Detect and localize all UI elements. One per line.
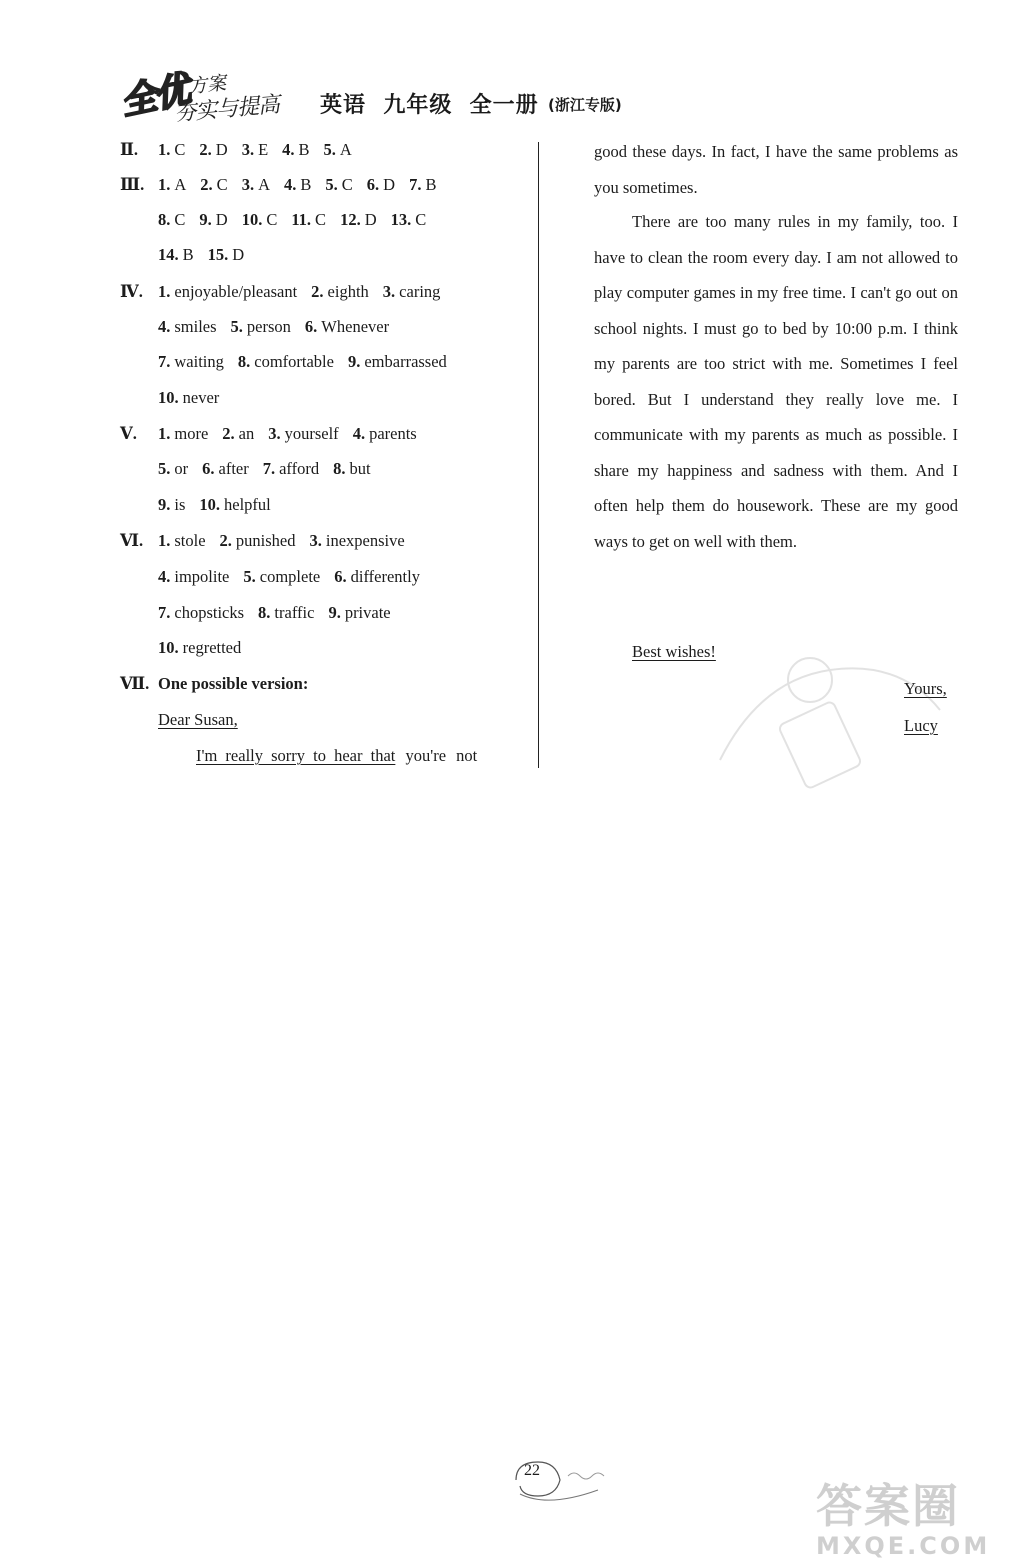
answer-item bbox=[334, 567, 420, 587]
answer-item bbox=[208, 245, 245, 265]
answer-text: D bbox=[232, 245, 245, 264]
answer-text: D bbox=[364, 210, 377, 229]
question-number: 7. bbox=[262, 459, 276, 478]
question-number: 8. bbox=[158, 210, 171, 229]
answer-text: E bbox=[258, 140, 269, 159]
answer-text: D bbox=[383, 175, 396, 194]
section-label: Ⅲ. bbox=[120, 175, 145, 194]
answer-text: C bbox=[216, 175, 228, 194]
answer-text: inexpensive bbox=[325, 531, 405, 550]
page-number: 22 bbox=[524, 1462, 540, 1479]
watermark-url: MXQE.COM bbox=[816, 1532, 991, 1560]
answer-item bbox=[284, 175, 311, 195]
question-number: 6. bbox=[334, 567, 347, 586]
answer-row bbox=[120, 424, 431, 444]
question-number: 8. bbox=[258, 603, 271, 622]
question-number: 1. bbox=[158, 282, 171, 301]
answer-text: C bbox=[174, 210, 186, 229]
question-number: 12. bbox=[340, 210, 361, 229]
answer-item bbox=[268, 424, 338, 444]
answer-text: enjoyable/pleasant bbox=[174, 282, 298, 301]
answer-item bbox=[158, 210, 185, 230]
answer-item bbox=[158, 459, 188, 479]
answer-item bbox=[231, 317, 291, 337]
question-number: 10. bbox=[158, 638, 179, 657]
answer-item bbox=[324, 140, 352, 160]
answer-text: stole bbox=[174, 531, 206, 550]
answer-row bbox=[158, 210, 440, 230]
answer-row bbox=[120, 140, 366, 160]
answer-item bbox=[383, 282, 441, 302]
question-number: 1. bbox=[158, 175, 171, 194]
answer-row bbox=[158, 638, 255, 658]
answer-text: A bbox=[174, 175, 187, 194]
answer-row bbox=[120, 531, 419, 551]
question-number: 2. bbox=[199, 140, 212, 159]
letter-paragraph-2: There are too many rules in my family, too. I have to clean the room every day. I am not allowed to play computer games in my free time. I can't go out on school nights. I must go to bed by 10:00 p.m. I think my parents are too strict with me. Sometimes I feel bored. But I understand they really love me. I communicate with my parents as much as possible. I share my happiness and sadness with them. And I often help them do housework. These are my good ways to get on well with them. bbox=[594, 212, 958, 551]
answer-item bbox=[238, 352, 334, 372]
question-number: 14. bbox=[158, 245, 179, 264]
answer-text: waiting bbox=[174, 352, 224, 371]
letter-intro-rest: you're not bbox=[395, 746, 478, 765]
answer-text: B bbox=[182, 245, 194, 264]
answer-text: regretted bbox=[182, 638, 242, 657]
answer-item bbox=[305, 317, 389, 337]
answer-item bbox=[200, 175, 227, 195]
answer-item bbox=[158, 245, 194, 265]
section-vii-heading-row bbox=[120, 674, 308, 694]
question-number: 9. bbox=[328, 603, 341, 622]
answer-item bbox=[158, 282, 297, 302]
answer-text: is bbox=[174, 495, 186, 514]
answer-item bbox=[310, 531, 405, 551]
question-number: 9. bbox=[158, 495, 171, 514]
question-number: 5. bbox=[158, 459, 171, 478]
answer-text: B bbox=[425, 175, 437, 194]
answer-row bbox=[158, 388, 233, 408]
answer-text: complete bbox=[259, 567, 321, 586]
letter-intro-row bbox=[196, 746, 520, 766]
question-number: 7. bbox=[158, 603, 171, 622]
watermark-logo bbox=[816, 1470, 1006, 1560]
question-number: 13. bbox=[390, 210, 412, 229]
question-number: 11. bbox=[291, 210, 312, 229]
question-number: 4. bbox=[282, 140, 295, 159]
answer-item bbox=[243, 567, 320, 587]
question-number: 10. bbox=[241, 210, 263, 229]
answer-text: comfortable bbox=[254, 352, 334, 371]
letter-closing: Best wishes! bbox=[632, 642, 716, 661]
question-number: 3. bbox=[268, 424, 281, 443]
answer-item bbox=[353, 424, 417, 444]
answer-text: chopsticks bbox=[174, 603, 245, 622]
answer-text: C bbox=[415, 210, 427, 229]
page-number-ornament bbox=[508, 1450, 618, 1510]
answer-text: B bbox=[298, 140, 310, 159]
question-number: 9. bbox=[199, 210, 212, 229]
answer-text: never bbox=[182, 388, 220, 407]
question-number: 15. bbox=[207, 245, 229, 264]
answer-text: Whenever bbox=[321, 317, 390, 336]
page-number-badge bbox=[508, 1450, 618, 1510]
question-number: 5. bbox=[243, 567, 256, 586]
letter-salutation: Dear Susan, bbox=[158, 710, 238, 729]
question-number: 10. bbox=[199, 495, 221, 514]
question-number: 3. bbox=[309, 531, 322, 550]
answer-item bbox=[222, 424, 254, 444]
answer-row bbox=[158, 459, 385, 479]
answer-item bbox=[158, 603, 244, 623]
answer-item bbox=[199, 210, 227, 230]
answer-text: punished bbox=[235, 531, 296, 550]
question-number: 2. bbox=[222, 424, 235, 443]
watermark-text: 答案圈 bbox=[816, 1479, 960, 1533]
answer-item bbox=[291, 210, 326, 230]
answer-text: eighth bbox=[327, 282, 369, 301]
section-label: Ⅵ. bbox=[120, 531, 144, 550]
answer-item bbox=[242, 140, 268, 160]
answer-text: person bbox=[246, 317, 291, 336]
salutation-row bbox=[158, 710, 238, 730]
answer-row bbox=[158, 352, 461, 372]
section-label: Ⅶ. bbox=[120, 674, 150, 693]
question-number: 8. bbox=[333, 459, 346, 478]
answer-text: impolite bbox=[174, 567, 230, 586]
answer-text: private bbox=[344, 603, 391, 622]
answer-item bbox=[158, 140, 185, 160]
letter-paragraph-1: good these days. In fact, I have the same problems as you sometimes. bbox=[594, 142, 958, 197]
answer-item bbox=[202, 459, 249, 479]
answer-text: traffic bbox=[274, 603, 315, 622]
answer-item bbox=[367, 175, 395, 195]
answer-text: parents bbox=[369, 424, 417, 443]
answer-item bbox=[158, 388, 219, 408]
answer-item bbox=[325, 175, 352, 195]
question-number: 6. bbox=[202, 459, 215, 478]
question-number: 2. bbox=[219, 531, 232, 550]
section-label: Ⅱ. bbox=[120, 140, 139, 159]
faint-stamp-graphic bbox=[700, 640, 960, 800]
answer-text: C bbox=[174, 140, 186, 159]
question-number: 6. bbox=[304, 317, 318, 336]
answer-item bbox=[158, 531, 206, 551]
answer-text: A bbox=[258, 175, 270, 194]
question-number: 2. bbox=[200, 175, 213, 194]
book-edition: (浙江专版) bbox=[548, 96, 622, 114]
answer-item bbox=[391, 210, 427, 230]
question-number: 1. bbox=[158, 140, 171, 159]
answer-text: more bbox=[174, 424, 209, 443]
question-number: 1. bbox=[158, 424, 171, 443]
answer-item bbox=[220, 531, 296, 551]
answer-text: A bbox=[339, 140, 352, 159]
answer-row bbox=[158, 245, 258, 265]
answer-row bbox=[158, 495, 285, 515]
question-number: 6. bbox=[366, 175, 380, 194]
question-number: 4. bbox=[158, 317, 171, 336]
answer-item bbox=[340, 210, 377, 230]
question-number: 10. bbox=[158, 388, 179, 407]
question-number: 4. bbox=[352, 424, 366, 443]
question-number: 5. bbox=[325, 175, 338, 194]
question-number: 5. bbox=[323, 140, 336, 159]
answer-text: caring bbox=[399, 282, 441, 301]
section-label: Ⅳ. bbox=[120, 282, 143, 301]
answer-text: helpful bbox=[224, 495, 271, 514]
answer-item bbox=[158, 567, 229, 587]
answer-item bbox=[158, 352, 224, 372]
question-number: 3. bbox=[241, 140, 255, 159]
answer-item bbox=[242, 210, 278, 230]
answer-text: embarrassed bbox=[364, 352, 447, 371]
question-number: 7. bbox=[158, 352, 171, 371]
answer-item bbox=[158, 175, 186, 195]
question-number: 2. bbox=[311, 282, 324, 301]
letter-signature: Lucy bbox=[904, 716, 938, 735]
answer-item bbox=[258, 603, 314, 623]
answer-row bbox=[158, 567, 434, 587]
answer-text: C bbox=[266, 210, 278, 229]
answer-item bbox=[348, 352, 447, 372]
answer-text: C bbox=[341, 175, 353, 194]
question-number: 3. bbox=[382, 282, 396, 301]
question-number: 9. bbox=[347, 352, 361, 371]
logo-text-top: 方案 bbox=[187, 72, 228, 98]
answer-text: but bbox=[349, 459, 371, 478]
version-heading: One possible version: bbox=[158, 674, 309, 693]
logo-text-bottom: 夯实与提高 bbox=[173, 92, 281, 127]
question-number: 1. bbox=[158, 531, 171, 550]
answer-text: C bbox=[315, 210, 327, 229]
answer-item bbox=[328, 603, 390, 623]
answer-text: afford bbox=[279, 459, 320, 478]
answer-text: an bbox=[238, 424, 255, 443]
answer-item bbox=[242, 175, 270, 195]
answer-item bbox=[263, 459, 319, 479]
answer-row bbox=[120, 282, 454, 302]
answer-item bbox=[282, 140, 309, 160]
answer-item bbox=[199, 140, 227, 160]
answer-text: yourself bbox=[284, 424, 339, 443]
answer-item bbox=[311, 282, 369, 302]
answer-row bbox=[120, 175, 450, 195]
answer-item bbox=[409, 175, 436, 195]
column-divider bbox=[538, 142, 539, 768]
answer-text: D bbox=[215, 140, 228, 159]
answer-item bbox=[158, 317, 217, 337]
question-number: 4. bbox=[283, 175, 297, 194]
answer-row bbox=[158, 603, 405, 623]
question-number: 5. bbox=[230, 317, 243, 336]
question-number: 4. bbox=[158, 567, 171, 586]
letter-intro-underlined: I'm really sorry to hear that bbox=[196, 746, 396, 765]
answer-text: after bbox=[218, 459, 249, 478]
answer-item bbox=[158, 424, 208, 444]
answer-item bbox=[333, 459, 370, 479]
question-number: 7. bbox=[409, 175, 422, 194]
answer-item bbox=[158, 638, 241, 658]
answer-item bbox=[158, 495, 185, 515]
question-number: 8. bbox=[237, 352, 251, 371]
question-number: 3. bbox=[241, 175, 255, 194]
answer-row bbox=[158, 317, 403, 337]
answer-text: or bbox=[174, 459, 189, 478]
brand-logo bbox=[112, 64, 312, 128]
answer-text: B bbox=[300, 175, 312, 194]
section-label: Ⅴ. bbox=[120, 424, 137, 443]
letter-sign-off: Yours, bbox=[904, 679, 947, 698]
answer-text: D bbox=[215, 210, 228, 229]
book-title: 英语 九年级 全一册 bbox=[320, 93, 539, 118]
logo-text-main: 全优 bbox=[117, 69, 193, 124]
answer-text: differently bbox=[350, 567, 420, 586]
answer-text: smiles bbox=[174, 317, 217, 336]
answer-item bbox=[199, 495, 270, 515]
